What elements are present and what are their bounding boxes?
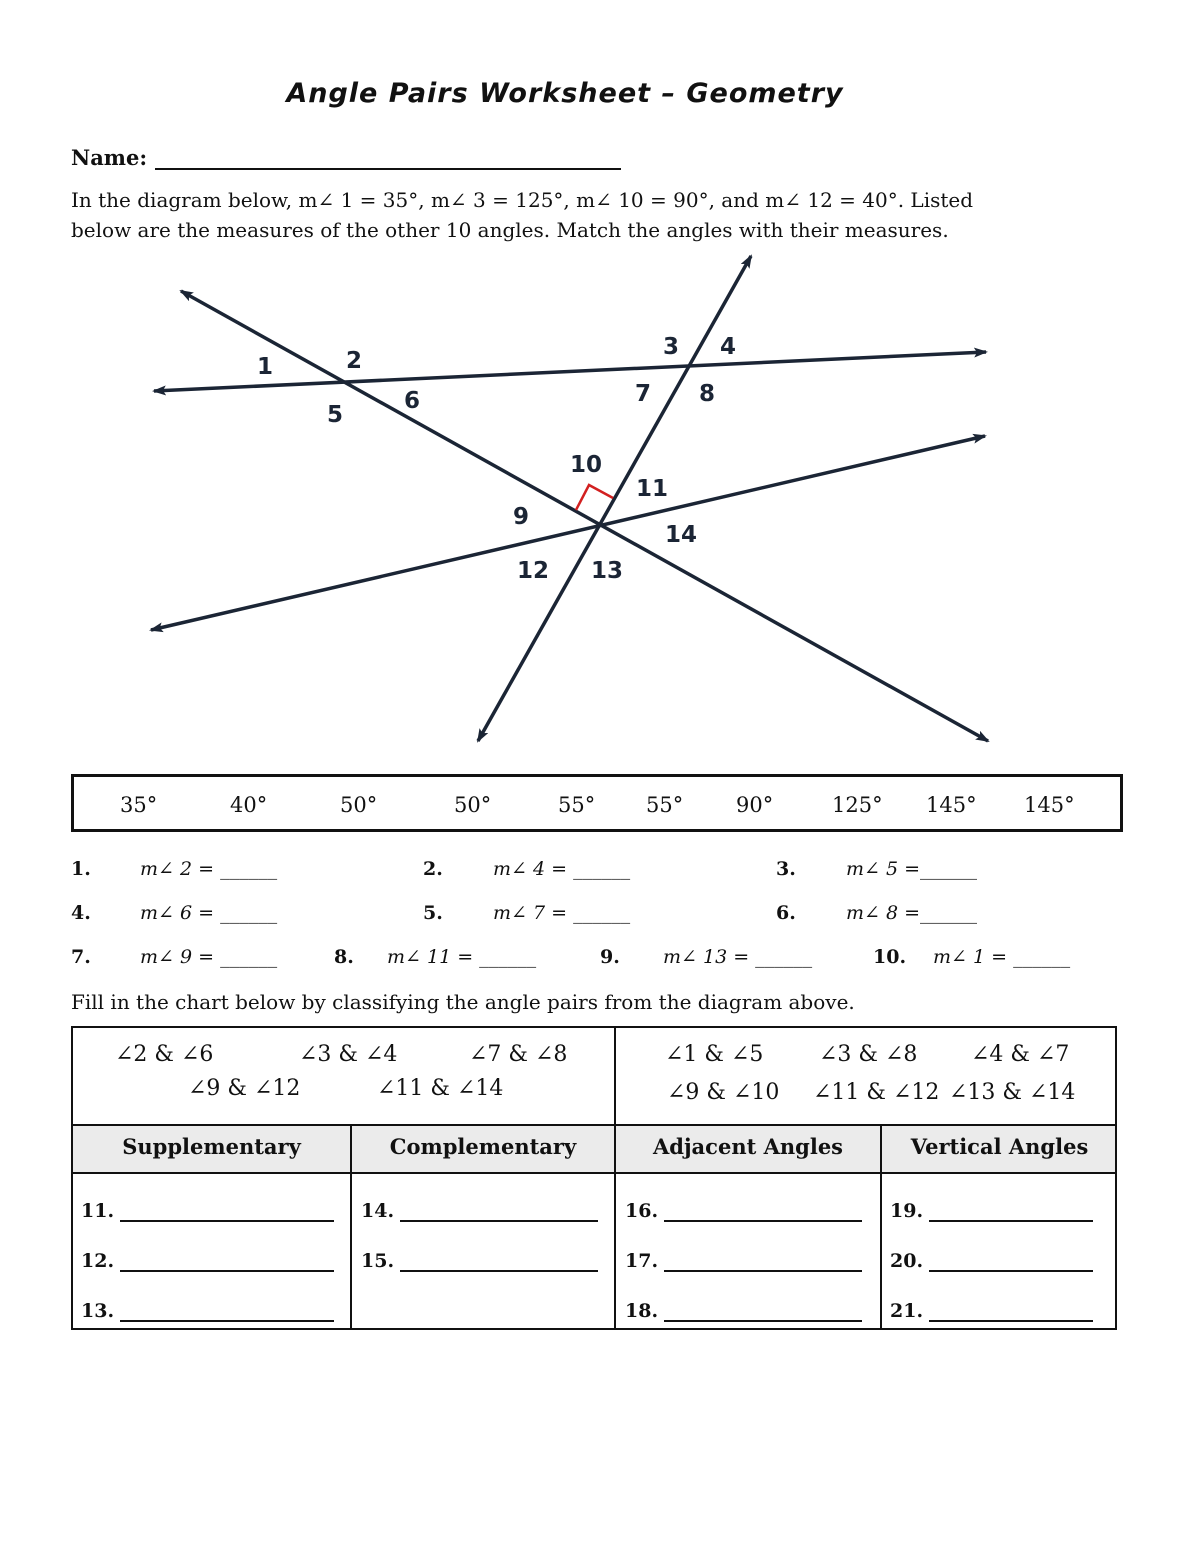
question-number: 10.: [873, 946, 907, 968]
line-top-horizontal: [154, 352, 986, 391]
angle-label-14: 14: [665, 522, 698, 548]
question-2-answer[interactable]: m∠ 4 = ______: [493, 858, 631, 880]
measure-item: 145°: [1024, 793, 1075, 817]
question-number: 3.: [776, 858, 796, 880]
answer-field-14[interactable]: [361, 1200, 598, 1222]
angle-pair: ∠9 & ∠10: [667, 1080, 780, 1105]
angle-pair: ∠11 & ∠14: [377, 1076, 504, 1101]
angle-pair: ∠3 & ∠4: [299, 1042, 398, 1067]
name-label: Name:: [71, 145, 148, 170]
question-number: 5.: [423, 902, 443, 924]
angle-label-2: 2: [346, 348, 363, 374]
angle-pair: ∠4 & ∠7: [971, 1042, 1070, 1067]
angle-pair: ∠2 & ∠6: [115, 1042, 214, 1067]
question-number: 9.: [600, 946, 620, 968]
answer-number: 17.: [625, 1250, 659, 1272]
column-divider: [880, 1124, 882, 1330]
column-header-row: [73, 1124, 1115, 1174]
answer-number: 12.: [81, 1250, 115, 1272]
answer-field-16[interactable]: [625, 1200, 862, 1222]
right-angle-marker: [576, 485, 613, 510]
angle-label-1: 1: [257, 354, 274, 380]
question-number: 7.: [71, 946, 91, 968]
pairs-divider: [614, 1028, 616, 1126]
answer-field-17[interactable]: [625, 1250, 862, 1272]
answer-number: 13.: [81, 1300, 115, 1322]
classification-table: [71, 1026, 1117, 1330]
answer-number: 16.: [625, 1200, 659, 1222]
question-6-answer[interactable]: m∠ 8 =______: [846, 902, 978, 924]
angle-diagram: [0, 0, 1200, 760]
answer-field-15[interactable]: [361, 1250, 598, 1272]
angle-pair: ∠7 & ∠8: [469, 1042, 568, 1067]
question-number: 4.: [71, 902, 91, 924]
question-3-answer[interactable]: m∠ 5 =______: [846, 858, 978, 880]
measure-item: 35°: [120, 793, 158, 817]
angle-label-4: 4: [720, 334, 737, 360]
question-7-answer[interactable]: m∠ 9 = ______: [140, 946, 278, 968]
measure-item: 145°: [926, 793, 977, 817]
question-8-answer[interactable]: m∠ 11 = ______: [387, 946, 537, 968]
answer-number: 20.: [890, 1250, 924, 1272]
question-5-answer[interactable]: m∠ 7 = ______: [493, 902, 631, 924]
angle-label-10: 10: [570, 452, 603, 478]
answer-field-18[interactable]: [625, 1300, 862, 1322]
answer-number: 21.: [890, 1300, 924, 1322]
angle-label-12: 12: [517, 558, 550, 584]
header-complementary: Complementary: [389, 1134, 577, 1159]
question-10-answer[interactable]: m∠ 1 = ______: [933, 946, 1071, 968]
measure-bank: [71, 774, 1123, 832]
header-supplementary: Supplementary: [122, 1134, 301, 1159]
question-9-answer[interactable]: m∠ 13 = ______: [663, 946, 813, 968]
question-1-answer[interactable]: m∠ 2 = ______: [140, 858, 278, 880]
question-number: 6.: [776, 902, 796, 924]
question-number: 8.: [334, 946, 354, 968]
measure-item: 40°: [230, 793, 268, 817]
answer-field-21[interactable]: [890, 1300, 1093, 1322]
question-4-answer[interactable]: m∠ 6 = ______: [140, 902, 278, 924]
angle-pair: ∠1 & ∠5: [665, 1042, 764, 1067]
angle-label-3: 3: [663, 334, 680, 360]
measure-item: 50°: [454, 793, 492, 817]
answer-field-11[interactable]: [81, 1200, 334, 1222]
angle-label-6: 6: [404, 388, 421, 414]
answer-number: 11.: [81, 1200, 115, 1222]
instructions-line-2: below are the measures of the other 10 angles. Match the angles with their measures.: [71, 218, 949, 242]
question-number: 2.: [423, 858, 443, 880]
angle-pair: ∠3 & ∠8: [819, 1042, 918, 1067]
answer-number: 19.: [890, 1200, 924, 1222]
angle-pair: ∠9 & ∠12: [188, 1076, 301, 1101]
line-rising-low: [151, 436, 985, 630]
measure-item: 50°: [340, 793, 378, 817]
column-divider: [614, 1124, 616, 1330]
measure-item: 90°: [736, 793, 774, 817]
angle-label-8: 8: [699, 381, 716, 407]
answer-field-13[interactable]: [81, 1300, 334, 1322]
chart-instruction: Fill in the chart below by classifying the angle pairs from the diagram above.: [71, 990, 855, 1014]
measure-item: 125°: [832, 793, 883, 817]
instructions-line-1: In the diagram below, m∠ 1 = 35°, m∠ 3 = 125°, m∠ 10 = 90°, and m∠ 12 = 40°. Listed: [71, 188, 974, 212]
measure-item: 55°: [558, 793, 596, 817]
angle-pair: ∠11 & ∠12: [813, 1080, 940, 1105]
answer-field-20[interactable]: [890, 1250, 1093, 1272]
header-vertical: Vertical Angles: [910, 1134, 1089, 1159]
angle-label-11: 11: [636, 476, 669, 502]
question-number: 1.: [71, 858, 91, 880]
measure-item: 55°: [646, 793, 684, 817]
angle-label-5: 5: [327, 402, 344, 428]
answer-number: 15.: [361, 1250, 395, 1272]
angle-label-9: 9: [513, 504, 530, 530]
answer-number: 14.: [361, 1200, 395, 1222]
column-divider: [350, 1124, 352, 1330]
header-adjacent: Adjacent Angles: [652, 1134, 843, 1159]
answer-number: 18.: [625, 1300, 659, 1322]
angle-label-13: 13: [591, 558, 624, 584]
angle-label-7: 7: [635, 381, 652, 407]
angle-pair: ∠13 & ∠14: [949, 1080, 1076, 1105]
answer-field-12[interactable]: [81, 1250, 334, 1272]
worksheet-title: Angle Pairs Worksheet – Geometry: [286, 78, 844, 109]
answer-field-19[interactable]: [890, 1200, 1093, 1222]
